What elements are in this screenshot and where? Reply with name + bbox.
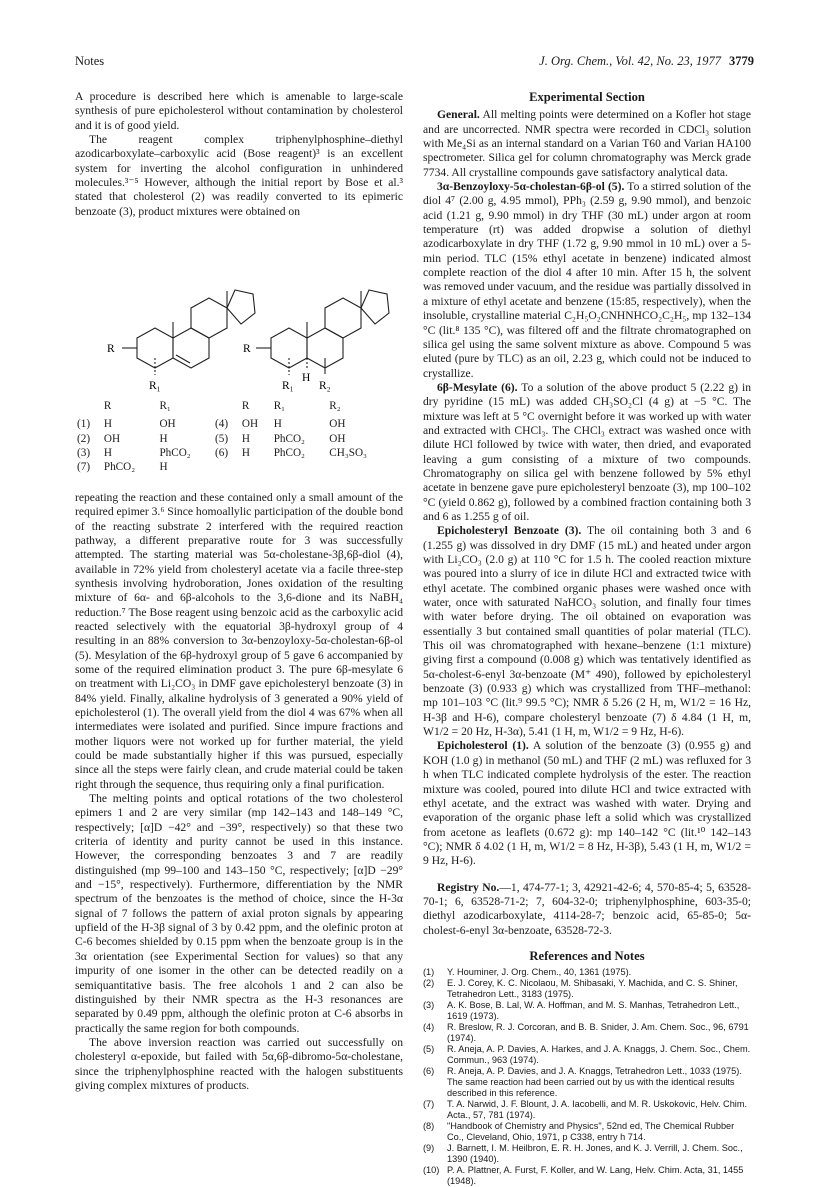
structure-b-r-label: R <box>243 343 251 356</box>
compound-6-heading: 6β-Mesylate (6). <box>437 380 518 394</box>
reference-item <box>423 1066 751 1099</box>
references-list <box>423 967 751 1187</box>
header-cell: R <box>241 400 250 413</box>
reference-number: (6) <box>423 1066 435 1077</box>
reference-item <box>423 1099 751 1121</box>
table-cell: PhCO₂ <box>103 461 136 474</box>
compound-1-text: A solution of the benzoate (3) (0.955 g) and KOH (1.0 g) in methanol (50 mL) and THF (2 mL) was refluxed for 3 h when TLC indicated complete hydrolysis of the ester. The reaction mixture was cooled, poured into dilute HCl and twice extracted with ethyl acetate, and the extract was washed with water. Drying and evaporation of the organic phase left a solid which was crystallized from acetone as leaflets (0.672 g): mp 140–142 °C (lit.¹⁰ 142–143 °C); NMR δ 4.02 (1 H, m, W1/2 = 8 Hz, H-3β), 5.43 (1 H, m, W1/2 = 9 Hz, H-6). <box>423 739 751 868</box>
header-cell: R₂ <box>329 400 341 413</box>
structure-b-h-label: H <box>302 372 311 385</box>
table-cell: OH <box>159 418 176 431</box>
compound-3-heading: Epicholesteryl Benzoate (3). <box>437 524 582 538</box>
reference-number: (10) <box>423 1165 440 1176</box>
structure-b-skeleton <box>256 290 389 375</box>
structure-a-r-label: R <box>107 343 115 356</box>
paragraph-bose: The reagent complex triphenylphosphine–diethyl azodicarboxylate–carboxylic acid (Bose reagent)³ is an excellent system for inverting the alcohol configuration in unhindered molecules.³⁻⁵ However, although the initial report by Bose et al.³ stated that cholesterol (2) was readily converted to its epimeric benzoate (3), product mixtures were obtained on <box>75 133 403 218</box>
structure-b-r2-label: R₂ <box>319 380 331 393</box>
reference-text: R. Aneja, A. P. Davies, A. Harkes, and J. A. Knaggs, J. Chem. Soc., Chem. Commun., 963 (1974). <box>447 1044 751 1066</box>
reference-item <box>423 1022 751 1044</box>
structure-b-r1-label: R₁ <box>282 380 294 393</box>
journal-citation: J. Org. Chem., Vol. 42, No. 23, 1977 <box>539 54 721 68</box>
reference-number: (2) <box>423 978 435 989</box>
reference-item <box>423 1000 751 1022</box>
header-cell <box>213 399 240 417</box>
paragraph-compound-3 <box>423 524 751 739</box>
paragraph-melting-points: The melting points and optical rotations of the two cholesterol epimers 1 and 2 are very similar (mp 142–143 and 148–149 °C, respectively; [α]D −42° and −39°, respectively) so that these two criteria of identity and purity cannot be used in this instance. However, the corresponding benzoates 3 and 7 are readily distinguished (mp 99–100 and 143–150 °C, respectively; [α]D −29° and −15°, respectively). Furthermore, differentiation by the NMR spectrum of the benzoates is the method of choice, since the H-3α signal of 7 follows the pattern of axial proton signals by appearing upfield of the H-3β signal of 3 by 0.42 ppm, and the olefinic proton at C-6 becomes shielded by 0.15 ppm when the benzoate group is in the 3α orientation (see Experimental Section for values) so that any impurity of one isomer in the other can be detected readily on a semiquantitative basis. The free alcohols 1 and 2 can also be distinguished by their NMR spectra as the H-3 resonances are separated by 0.49 ppm, although the olefinic proton at C-6 absorbs in practically the same region for both compounds. <box>75 792 403 1035</box>
table-cell: PhCO₂ <box>273 432 305 445</box>
reference-number: (4) <box>423 1022 435 1033</box>
reference-item <box>423 1121 751 1143</box>
reference-text: E. J. Corey, K. C. Nicolaou, M. Shibasaki, Y. Machida, and C. S. Shiner, Tetrahedron Lett., 3183 (1975). <box>447 978 738 1000</box>
steroid-structures-svg <box>75 227 403 397</box>
structure-figure <box>75 227 403 397</box>
paragraph-registry <box>423 881 751 938</box>
general-heading: General. <box>437 108 480 122</box>
table-row <box>75 417 393 431</box>
substituent-table <box>75 399 393 475</box>
compound-5-text: To a stirred solution of the diol 4⁷ (2.00 g, 4.95 mmol), PPh₃ (2.59 g, 9.90 mmol), and benzoic acid (1.21 g, 9.90 mmol) in dry THF (30 mL) under argon at room temperature (rt) was added dropwise a solution of diethyl azodicarboxylate in dry THF (1.72 g, 9.90 mmol in 10 mL) over a 5-min period. TLC (15% ethyl acetate in benzene) indicated almost complete reaction of the diol 4 after 10 min. After 15 h, the solvent was removed under vacuum, and the residue was partially dissolved in a mixture of ethyl acetate and benzene (15:85, respectively), when the insoluble, crystalline material C₂H₅O₂CNHNHCO₂C₂H₅, mp 132–134 °C (lit.⁸ 135 °C), was filtered off and the filtrate chromatographed on silica gel using the same solvent mixture as above. Compound 5 was eluted (pure by TLC) as an oil, 2.23 g, which could not be induced to crystallize. <box>423 180 751 380</box>
substituent-table-header <box>75 399 393 417</box>
table-row <box>75 460 393 474</box>
reference-item <box>423 1143 751 1165</box>
table-cell <box>272 460 328 474</box>
table-cell: H <box>159 461 168 474</box>
reference-number: (5) <box>423 1044 435 1055</box>
reference-number: (3) <box>423 1000 435 1011</box>
paragraph-compound-5 <box>423 180 751 381</box>
table-cell: (1) <box>77 418 91 431</box>
table-cell: H <box>241 432 250 445</box>
table-cell: OH <box>241 418 259 431</box>
paragraph-route: repeating the reaction and these contained only a small amount of the required epimer 3.⁶ Since homoallylic participation of the double bond of the reacting substrate 2 interfered with the required reaction pathway, a different preparative route for 3 was successfully attempted. The starting material was 5α-cholestane-3β,6β-diol (4), available in 72% yield from cholesteryl acetate via a facile three-step synthesis involving hydroboration, Jones oxidation of the resulting mixture of 6α- and 6β-alcohols to the 3,6-dione and its NaBH₄ reduction.⁷ The Bose reagent using benzoic acid as the carboxylic acid reacted selectively with the equatorial 3β-hydroxyl group of 4 resulting in an 88% conversion to 3α-benzoyloxy-5α-cholestan-6β-ol (5). Mesylation of the 6β-hydroxyl group of 5 gave 6 accompanied by some of the required elimination product 3. The pure 6β-mesylate 6 on treatment with Li₂CO₃ in DMF gave epicholesteryl benzoate (3) in 84% yield. Finally, alkaline hydrolysis of 3 generated a 90% yield of epicholesterol (1). The overall yield from the diol 4 was 67% when all intermediates were isolated and purified. Since impure fractions and mother liquors were not worked up for further material, the yield could be made substantially higher if this was pursued, especially since all the steps were fairly clean, and crude material could be taken right through the sequence, thus requiring only a final purification. <box>75 490 403 791</box>
reference-text: R. Aneja, A. P. Davies, and J. A. Knaggs, Tetrahedron Lett., 1033 (1975). The same reaction had been carried out by us with the identical results described in this reference. <box>447 1066 742 1099</box>
structure-a-skeleton <box>122 290 255 375</box>
paragraph-compound-6 <box>423 381 751 524</box>
table-cell: (2) <box>77 432 91 445</box>
table-cell: (5) <box>215 432 229 445</box>
table-cell: OH <box>329 418 346 431</box>
table-cell: (3) <box>77 447 91 460</box>
table-cell: PhCO₂ <box>159 447 191 460</box>
table-cell: (4) <box>215 418 229 431</box>
compound-6-text: To a solution of the above product 5 (2.22 g) in dry pyridine (15 mL) was added CH₃SO₂Cl (4 g) at −5 °C. The mixture was left at 5 °C overnight before it was worked up with water and extracted with CHCl₃. The CHCl₃ extract was washed once with dilute HCl followed by twice with water, then dried, and evaporated leaving a gum consisting of a mixture of two compounds. Chromatography on silica gel with benzene followed by 5% ethyl acetate in benzene gave pure epicholesteryl benzoate (3), mp 100–102 °C (yield 0.862 g), followed by a combined fraction containing both 3 and 6 as 1.255 g of oil. <box>423 380 751 523</box>
compound-3-text: The oil containing both 3 and 6 (1.255 g) was dissolved in dry DMF (15 mL) and heated under argon with Li₂CO₃ (2.0 g) at 110 °C for 1.5 h. The cooled reaction mixture was poured into a slurry of ice in dilute HCl and extracted twice with ethyl acetate. The combined organic phases were washed once with water, once with saturated NaHCO₃ solution, and finally four times with water before drying. The oil obtained on evaporation was essentially 3 but contained small quantities of polar material (TLC). This oil was chromatographed with hexane–benzene (1:1 mixture) giving first a compound (0.008 g) which was tentatively identified as 5α-cholest-6-enyl 3α-benzoate (M⁺ 490), followed by epicholesteryl benzoate (3) (0.933 g) which was crystallized from THF–methanol: mp 101–103 °C (lit.⁹ 99.5 °C); NMR δ 5.26 (2 H, m, W1/2 = 16 Hz, H-3β and H-6), compare cholesteryl benzoate (7) δ 4.84 (1 H, m, W1/2 = 20 Hz, H-3α), 5.41 (1 H, m, W1/2 = 9 Hz, H-6). <box>423 524 751 739</box>
header-cell: R₁ <box>159 400 171 413</box>
table-cell <box>240 460 272 474</box>
reference-number: (8) <box>423 1121 435 1132</box>
reference-text: P. A. Plattner, A. Furst, F. Koller, and W. Lang, Helv. Chim. Acta, 31, 1455 (1948). <box>447 1165 744 1187</box>
table-cell: H <box>241 447 250 460</box>
table-cell: PhCO₂ <box>273 447 305 460</box>
reference-number: (9) <box>423 1143 435 1154</box>
table-cell: OH <box>103 432 121 445</box>
reference-item <box>423 978 751 1000</box>
reference-item <box>423 967 751 978</box>
section-header: Notes <box>75 54 105 68</box>
table-row <box>75 446 393 460</box>
reference-text: A. K. Bose, B. Lal, W. A. Hoffman, and M. S. Manhas, Tetrahedron Lett., 1619 (1973). <box>447 1000 740 1022</box>
paragraph-general <box>423 108 751 180</box>
table-row <box>75 432 393 446</box>
reference-number: (7) <box>423 1099 435 1110</box>
table-cell: H <box>273 418 282 431</box>
experimental-section-title: Experimental Section <box>529 90 645 104</box>
references-title: References and Notes <box>529 948 645 963</box>
right-column <box>423 90 751 1187</box>
general-text: All melting points were determined on a Kofler hot stage and are uncorrected. NMR spectra were recorded in CDCl₃ solution with Me₄Si as an internal standard on a Varian T60 and Varian HA100 spectrometer. Silica gel for column chromatography was Merck grade 7734. All crystalline compounds gave satisfactory analytical data. <box>423 108 751 179</box>
left-column <box>75 90 403 1093</box>
reference-number: (1) <box>423 967 435 978</box>
paragraph-intro: A procedure is described here which is amenable to large-scale synthesis of pure epicholesterol without contamination by cholesterol and it is of good yield. <box>75 90 403 132</box>
header-cell: R₁ <box>273 400 286 413</box>
table-cell: CH₃SO₃ <box>329 447 367 460</box>
table-cell <box>213 460 240 474</box>
page-number: 3779 <box>729 54 754 68</box>
table-cell: H <box>103 418 112 431</box>
table-cell: (6) <box>215 447 229 460</box>
paragraph-epoxide: The above inversion reaction was carried out successfully on cholesteryl α-epoxide, but failed with 5α,6β-dibromo-5α-cholestane, since the triphenylphosphine reacted with the halogen substituents giving complex mixtures of products. <box>75 1035 403 1092</box>
table-cell: H <box>159 432 168 445</box>
table-cell: H <box>103 447 112 460</box>
journal-header <box>539 54 754 69</box>
table-cell: OH <box>329 432 346 445</box>
registry-heading: Registry No. <box>437 880 500 894</box>
reference-text: R. Breslow, R. J. Corcoran, and B. B. Snider, J. Am. Chem. Soc., 96, 6791 (1974). <box>447 1022 749 1044</box>
reference-item <box>423 1165 751 1187</box>
structure-a-r1-label: R₁ <box>149 380 161 393</box>
table-cell: (7) <box>77 461 91 474</box>
compound-5-heading: 3α-Benzoyloxy-5α-cholestan-6β-ol (5). <box>437 180 625 194</box>
compound-1-heading: Epicholesterol (1). <box>437 739 529 753</box>
table-cell <box>327 460 393 474</box>
reference-text: Y. Houminer, J. Org. Chem., 40, 1361 (1975). <box>447 967 632 978</box>
reference-text: J. Barnett, I. M. Heilbron, E. R. H. Jones, and K. J. Verrill, J. Chem. Soc., 1390 (1940). <box>447 1143 743 1165</box>
header-cell: R <box>103 400 112 413</box>
reference-text: T. A. Narwid, J. F. Blount, J. A. Iacobelli, and M. R. Uskokovic, Helv. Chim. Acta., 57, 781 (1974). <box>447 1099 748 1121</box>
registry-text: —1, 474-77-1; 3, 42921-42-6; 4, 570-85-4; 5, 63528-70-1; 6, 63528-71-2; 7, 604-32-0; triphenylphosphine, 603-35-0; diethyl azodicarboxylate, 4114-28-7; benzoic acid, 65-85-0; 5α-cholest-6-enyl 3α-benzoate, 63528-72-3. <box>423 880 751 937</box>
reference-text: "Handbook of Chemistry and Physics", 52nd ed, The Chemical Rubber Co., Cleveland, Ohio, 1971, p C338, entry h 714. <box>447 1121 735 1143</box>
reference-item <box>423 1044 751 1066</box>
paragraph-compound-1 <box>423 739 751 868</box>
header-cell <box>75 399 102 417</box>
